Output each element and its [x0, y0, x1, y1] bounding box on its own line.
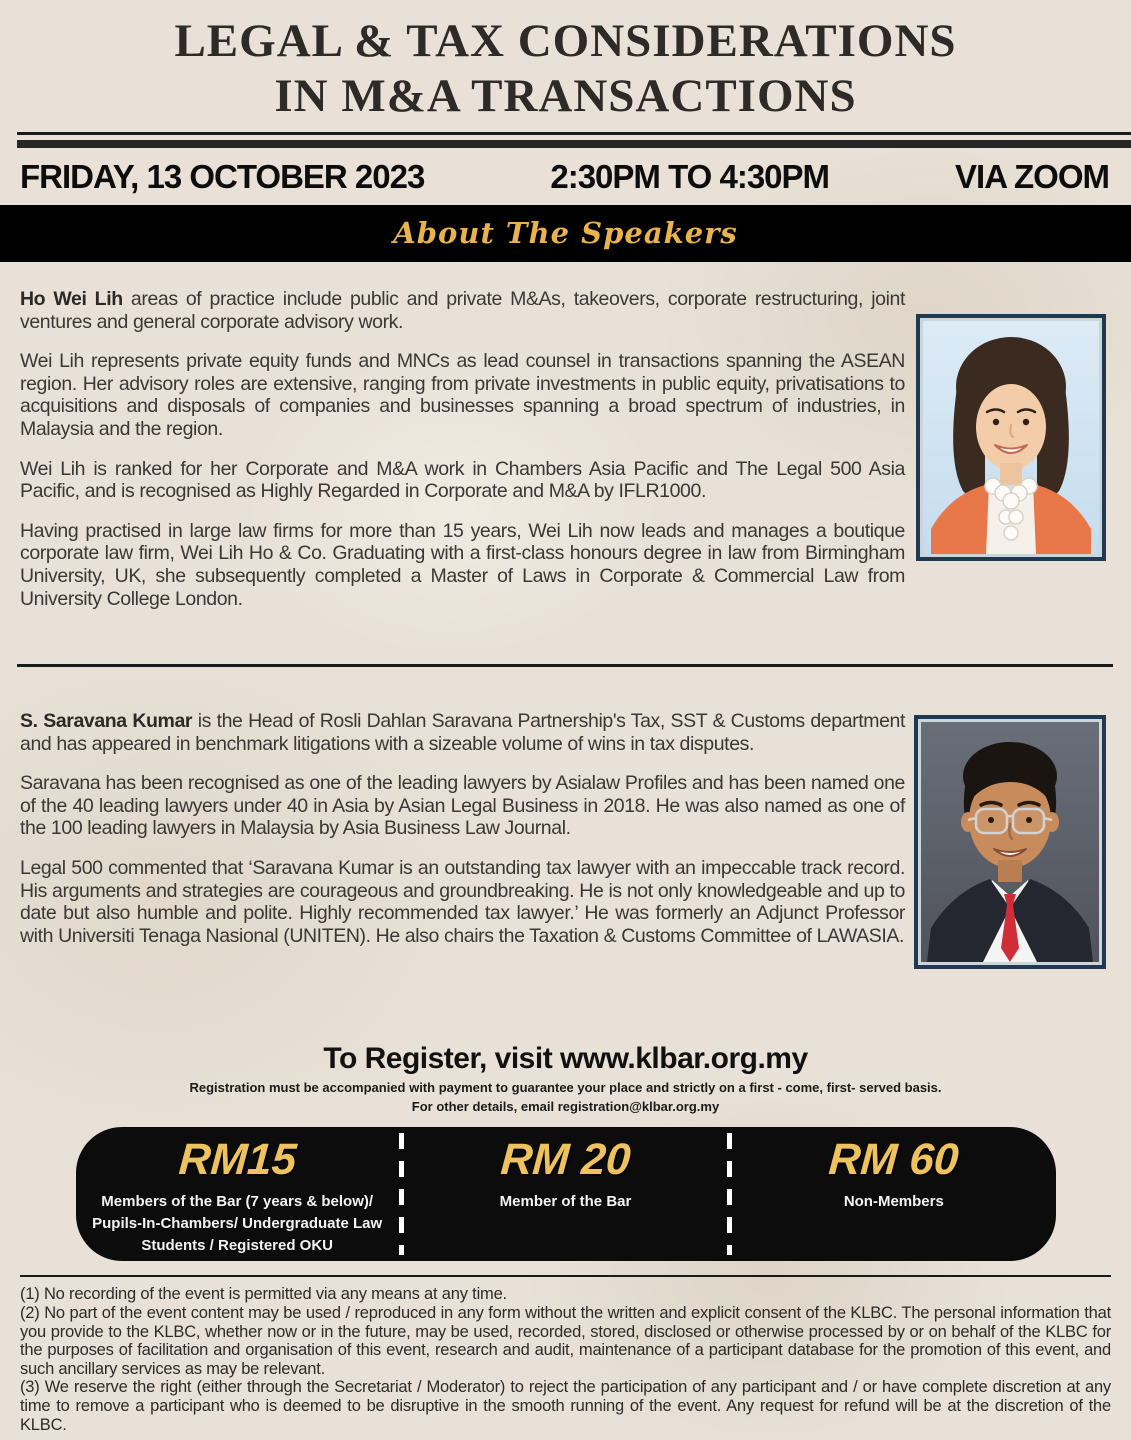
price-label: Non-Members: [843, 1192, 944, 1210]
speaker-intro-text: is the Head of Rosli Dahlan Saravana Partnership's Tax, SST & Customs department and has appeared in benchmark litigations with a sizeable volume of wins in tax disputes.: [20, 709, 905, 755]
speaker-intro-text: areas of practice include public and private M&As, takeovers, corporate restructuring, joint ventures and general corporate advisory work.: [20, 287, 905, 333]
speaker-bio: [20, 710, 905, 1026]
footnote-3: (3) We reserve the right (either through the Secretariat / Moderator) to reject the participation of any participant and / or have complete discretion at any time to remove a participant who is deemed to be disruptive in the smooth running of the event. Any request for refund will be at the discretion of the KLBC.: [20, 1378, 1111, 1434]
registration-note-2: For other details, email registration@klbar.org.my: [411, 1098, 720, 1114]
registration-heading: To Register, visit www.klbar.org.my: [323, 1041, 808, 1075]
speaker-photo-man: [921, 722, 1099, 962]
price-tier-members-junior: [76, 1127, 399, 1261]
price-amount: RM 60: [827, 1134, 961, 1184]
section-divider: [17, 664, 1113, 667]
registration-block: [0, 1042, 1131, 1114]
speaker-photo-column: [914, 710, 1106, 1026]
speaker-intro-paragraph: [20, 288, 905, 333]
speaker-paragraph: Wei Lih represents private equity funds and MNCs as lead counsel in transactions spanning the ASEAN region. Her advisory roles are extensive, ranging from private investments in public equity, privatisations to acquisitions and disposals of companies and businesses spanning a broad spectrum of industries, in Malaysia and the region.: [20, 350, 905, 440]
footnote-1: (1) No recording of the event is permitted via any means at any time.: [20, 1285, 507, 1304]
page-title-line1: LEGAL & TAX CONSIDERATIONS: [174, 15, 957, 67]
registration-note-1: Registration must be accompanied with payment to guarantee your place and strictly on a first - come, first- served basis.: [189, 1079, 942, 1095]
speaker-name: S. Saravana Kumar: [20, 709, 193, 732]
terms-and-conditions: [0, 1285, 1131, 1440]
price-label: Members of the Bar (7 years & below)/ Pupils-In-Chambers/ Undergraduate Law Students / Registered OKU: [92, 1192, 383, 1254]
page-title: [0, 0, 1131, 124]
title-rule-thin: [17, 132, 1131, 135]
title-rule-thick: [17, 140, 1131, 148]
price-amount: RM15: [176, 1134, 298, 1184]
speaker-photo-column: [916, 288, 1106, 640]
speaker-paragraph: Wei Lih is ranked for her Corporate and M&A work in Chambers Asia Pacific and The Legal 500 Asia Pacific, and is recognised as Highly Regarded in Corporate and M&A by IFLR1000.: [20, 457, 905, 503]
speakers-banner-label: About The Speakers: [393, 216, 738, 251]
price-tier-non-member: [732, 1127, 1055, 1261]
event-date: FRIDAY, 13 OCTOBER 2023: [20, 157, 425, 195]
price-label: Member of the Bar: [499, 1192, 632, 1210]
page-title-line2: IN M&A TRANSACTIONS: [274, 69, 857, 122]
event-meta-row: [0, 148, 1131, 196]
speaker-paragraph: Legal 500 commented that ‘Saravana Kumar is an outstanding tax lawyer with an impeccable track record. His arguments and strategies are courageous and groundbreaking. He is not only knowledgeable and up to date but also humble and polite. Highly recommended tax lawyer.’ He was formerly an Adjunct Professor with Universiti Tenaga Nasional (UNITEN). He also chairs the Taxation & Customs Committee of LAWASIA.: [20, 856, 905, 947]
speaker-intro-paragraph: [20, 710, 905, 755]
event-time: 2:30PM TO 4:30PM: [550, 157, 830, 195]
footnote-2: (2) No part of the event content may be used / reproduced in any form without the written and explicit consent of the KLBC. The personal information that you provide to the KLBC, whether now or in the future, may be used, recorded, stored, disclosed or otherwise processed by or on behalf of the KLBC for the purposes of facilitation and organisation of this event, research and audit, maintenance of a participant database for the promotion of this event, and such ancillary services as may be relevant.: [20, 1304, 1111, 1378]
speaker-photo-frame: [914, 715, 1106, 969]
pricing-box: [76, 1127, 1056, 1261]
speaker-photo-frame: [916, 314, 1106, 561]
speaker-name: Ho Wei Lih: [20, 287, 123, 310]
speaker-bio: [20, 288, 905, 640]
price-tier-member: [404, 1127, 727, 1261]
speaker-paragraph: Having practised in large law firms for more than 15 years, Wei Lih now leads and manages a boutique corporate law firm, Wei Lih Ho & Co. Graduating with a first-class honours degree in law from Birmingham University, UK, she subsequently completed a Master of Laws in Corporate & Commercial Law from University College London.: [20, 519, 905, 610]
event-platform: VIA ZOOM: [955, 157, 1109, 195]
speakers-banner: [0, 205, 1131, 262]
speaker-section-saravana-kumar: [0, 710, 1131, 1026]
footer-rule: [20, 1275, 1111, 1278]
speaker-section-ho-wei-lih: [0, 288, 1131, 640]
price-amount: RM 20: [499, 1134, 633, 1184]
speaker-paragraph: Saravana has been recognised as one of the leading lawyers by Asialaw Profiles and has been named one of the 40 leading lawyers under 40 in Asia by Asian Legal Business in 2018. He was also named as one of the 100 leading lawyers in Malaysia by Asia Business Law Journal.: [20, 772, 905, 840]
speaker-photo-woman: [923, 321, 1099, 554]
